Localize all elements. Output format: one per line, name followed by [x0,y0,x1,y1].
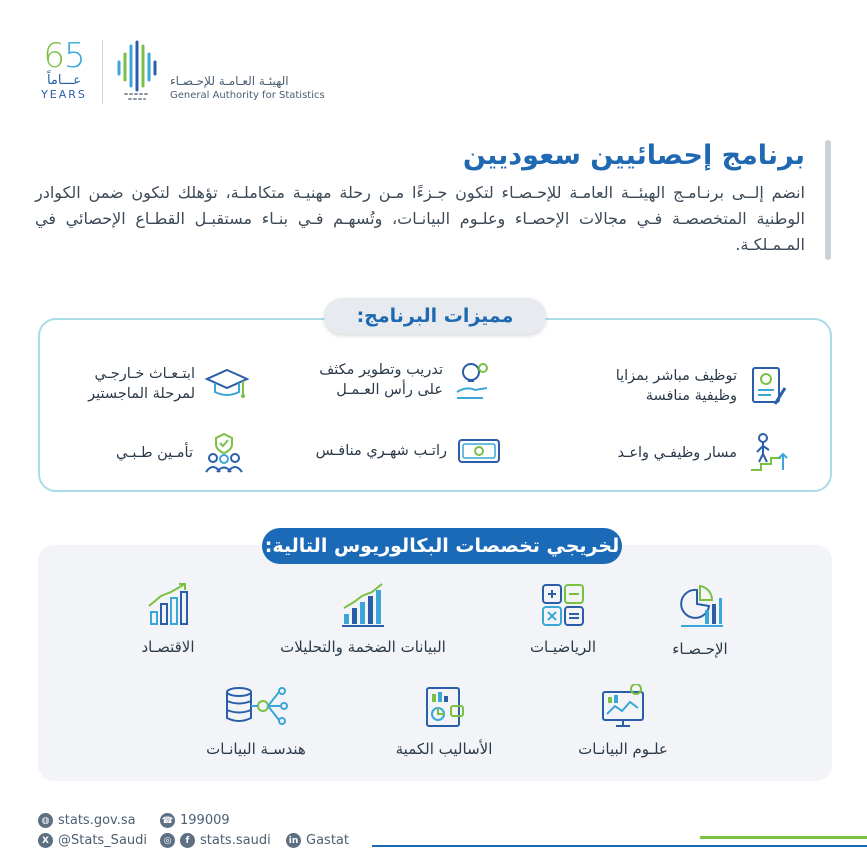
x-handle-text: @Stats_Saudi [58,833,148,848]
career-stairs-icon [747,432,789,474]
facebook-icon: f [180,833,195,848]
quantitative-report-icon [421,684,467,730]
major-label: هندسـة البيانـات [206,740,306,758]
footer-instagram-facebook[interactable] [160,833,271,848]
website-text: stats.gov.sa [58,813,136,828]
page-title: برنامج إحصائيين سعوديين [462,140,805,171]
instagram-icon: ◎ [160,833,175,848]
major-label: الرياضيـات [529,638,597,656]
feature-label: تدريب وتطوير مكثف على رأس العـمـل [319,362,443,398]
instagram-facebook-text: stats.saudi [200,833,271,848]
anniversary-english: YEARS [41,88,87,101]
feature-label: راتـب شهـري منافـس [315,443,447,459]
feature-label: ابتـعـاث خـارجـي لمرحلة الماجستير [88,366,195,402]
major-label: البيانات الضخمة والتحليلات [280,638,446,656]
footer-phone[interactable] [160,813,230,828]
economy-chart-icon [145,582,191,628]
banknote-icon [457,436,501,466]
feature-training [313,358,495,402]
anniversary-number: 65 [43,36,85,76]
major-mathematics [520,582,606,656]
data-engineering-icon [221,684,291,730]
calculator-icon [540,582,586,628]
footer-linkedin[interactable] [286,833,349,848]
gastat-logo-icon [115,40,161,102]
linkedin-text: Gastat [306,833,349,848]
footer-accent-green [700,836,867,839]
feature-label: توظيف مباشر بمزايا وظيفية منافسة [615,368,737,404]
x-icon: X [38,833,53,848]
feature-medical-insurance [116,432,245,474]
big-data-chart-icon [340,582,386,628]
document-pen-icon [747,364,789,408]
globe-icon: ◍ [38,813,53,828]
feature-salary [316,436,501,466]
phone-text: 199009 [180,813,230,828]
phone-icon: ☎ [160,813,175,828]
header-divider [102,40,103,104]
feature-direct-hiring [597,364,789,408]
feature-label: تأمـين طـبـي [116,445,193,461]
footer-website[interactable] [38,813,136,828]
footer-accent-blue [372,845,867,847]
anniversary-arabic: عـــاماً [46,73,82,88]
features-heading: مميزات البرنامج: [324,298,546,334]
major-label: الأساليب الكمية [395,740,493,758]
anniversary-logo [36,38,92,101]
majors-heading: لخريجي تخصصات البكالوريوس التالية: [262,528,622,564]
data-science-monitor-icon [600,684,646,730]
feature-career-path [618,432,789,474]
lightbulb-hand-icon [453,358,495,402]
major-big-data [268,582,458,656]
major-quantitative-methods [384,684,504,758]
major-label: علـوم البيانـات [578,740,668,758]
major-label: الإحـصـاء [672,640,728,658]
org-name [170,74,325,101]
linkedin-icon: in [286,833,301,848]
major-economics [126,582,210,656]
org-name-arabic: الهيئـة العـامـة للإحـصـاء [170,74,289,88]
statistics-icon [677,580,723,630]
major-data-science [570,684,676,758]
intro-accent-bar [825,140,831,260]
intro-description: انضم إلــى برنـامـج الهيئــة العامـة للإحـصـاء لتكون جـزءًا مـن رحلة مهنيـة متكاملـة، تؤهلك لتكون ضمن الكوادر الوطنية المتخصصـة فـي مجالات الإحصـاء وعلـوم البيانـات، وتُسهـم فـي بنـاء مستقبـل القطـاع الإحصائي في المـمـلكـة. [35,183,805,254]
feature-label: مسار وظيفـي واعـد [617,445,737,461]
graduation-cap-icon [205,364,249,404]
footer-x[interactable] [38,833,147,848]
medical-insurance-icon [203,432,245,474]
major-data-engineering [194,684,318,758]
major-label: الاقتصـاد [141,638,195,656]
major-statistics [660,580,740,658]
feature-scholarship [75,364,249,404]
org-name-english: General Authority for Statistics [170,90,325,101]
